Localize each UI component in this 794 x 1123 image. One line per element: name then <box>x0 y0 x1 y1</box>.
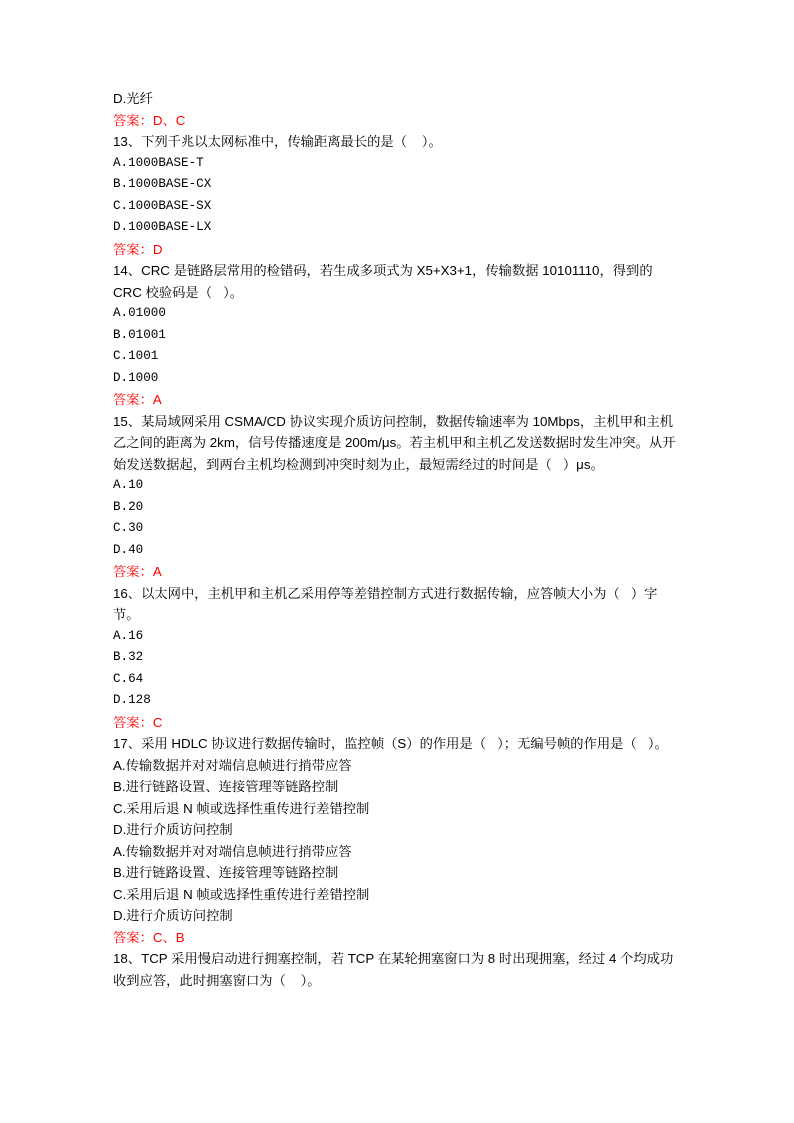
answer-option: A.传输数据并对对端信息帧进行捎带应答 <box>113 843 352 859</box>
answer-option: C.1001 <box>113 349 159 363</box>
answer-option: C.采用后退 N 帧或选择性重传进行差错控制 <box>113 886 370 902</box>
answer-line: 答案：D <box>113 241 163 257</box>
answer-line: 答案：A <box>113 564 162 579</box>
answer-option: B.1000BASE-CX <box>113 177 212 191</box>
answer-option: A.01000 <box>113 306 166 320</box>
answer-option: C.1000BASE-SX <box>113 198 212 213</box>
answer-line: 答案：D、C <box>113 112 186 128</box>
question-text: 18、TCP 采用慢启动进行拥塞控制，若 TCP 在某轮拥塞窗口为 8 时出现拥塞，经过 4 个均成功收到应答，此时拥塞窗口为（ ）。 <box>113 951 674 988</box>
answer-option: D.1000BASE-LX <box>113 220 212 234</box>
question-text: 14、CRC 是链路层常用的检错码，若生成多项式为 X5+X3+1，传输数据 10101110，得到的 CRC 校验码是（ ）。 <box>113 263 657 300</box>
answer-option: B.32 <box>113 650 144 664</box>
question-text: 13、下列千兆以太网标准中，传输距离最长的是（ ）。 <box>113 134 442 149</box>
answer-option: A.16 <box>113 628 144 643</box>
answer-option: D.进行介质访问控制 <box>113 822 233 837</box>
answer-option: C.64 <box>113 671 144 686</box>
answer-option: B.20 <box>113 499 144 514</box>
document-body <box>113 88 679 991</box>
answer-option: D.40 <box>113 542 144 557</box>
answer-option: B.进行链路设置、连接管理等链路控制 <box>113 779 339 794</box>
answer-option: C.采用后退 N 帧或选择性重传进行差错控制 <box>113 800 370 816</box>
answer-option: B.01001 <box>113 327 166 342</box>
answer-option: C.30 <box>113 521 144 535</box>
answer-option: D.128 <box>113 693 151 707</box>
answer-option: A.1000BASE-T <box>113 155 204 170</box>
answer-option: B.进行链路设置、连接管理等链路控制 <box>113 865 339 880</box>
answer-option: A.传输数据并对对端信息帧进行捎带应答 <box>113 757 352 773</box>
answer-option: D.光纤 <box>113 91 153 106</box>
answer-line: 答案：C <box>113 714 163 730</box>
question-text: 15、某局域网采用 CSMA/CD 协议实现介质访问控制，数据传输速率为 10Mbps，主机甲和主机乙之间的距离为 2km，信号传播速度是 200m/μs。若主机甲和主机乙发送数据时发生冲突。从开始发送数据起，到两台主机均检测到冲突时刻为止，最短需经过的时间是（ ）μs。 <box>113 413 676 472</box>
answer-option: D.进行介质访问控制 <box>113 908 233 923</box>
answer-option: A.10 <box>113 478 144 492</box>
answer-line: 答案：A <box>113 392 162 407</box>
answer-option: D.1000 <box>113 370 159 385</box>
question-text: 17、采用 HDLC 协议进行数据传输时，监控帧（S）的作用是（ ）；无编号帧的作用是（ ）。 <box>113 736 668 751</box>
answer-line: 答案：C、B <box>113 929 185 945</box>
question-text: 16、以太网中，主机甲和主机乙采用停等差错控制方式进行数据传输，应答帧大小为（ ）字节。 <box>113 585 658 622</box>
